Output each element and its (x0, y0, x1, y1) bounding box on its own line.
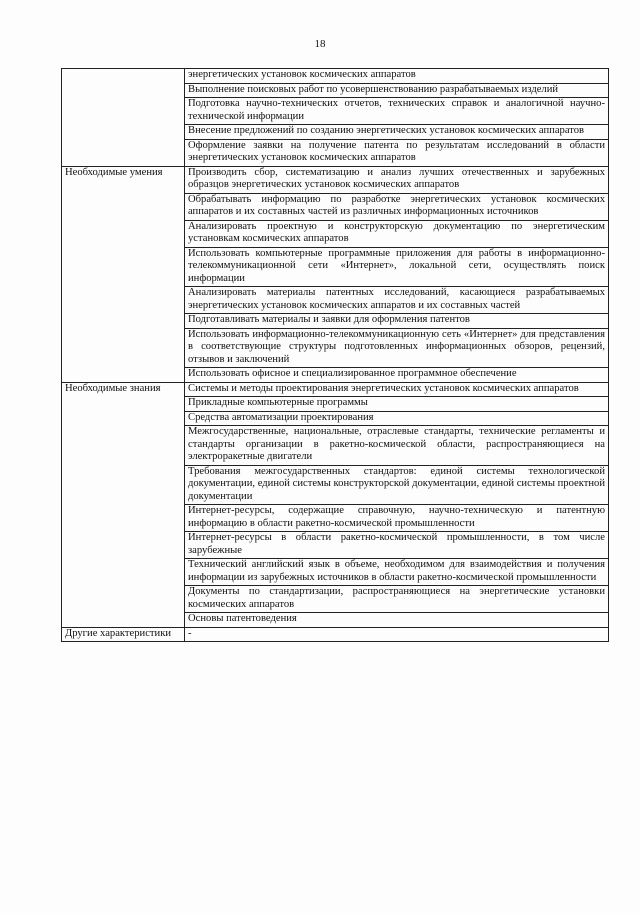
table-row (62, 69, 609, 84)
section-item: Интернет-ресурсы, содержащие справочную, научно-техническую и патентную информацию в области ракетно-космической промышленности (185, 505, 609, 532)
section-item: Использовать офисное и специализированное программное обеспечение (185, 368, 609, 383)
section-item: Использовать информационно-телекоммуникационную сеть «Интернет» для представления в соответствующие структуры подготовленных информационных обзоров, рецензий, отзывов и заключений (185, 328, 609, 368)
section-label (62, 69, 185, 167)
section-item: Производить сбор, систематизацию и анализ лучших отечественных и зарубежных образцов энергетических установок космических аппаратов (185, 166, 609, 193)
section-item: Технический английский язык в объеме, необходимом для взаимодействия и получения информации из зарубежных источников в области ракетно-космической промышленности (185, 559, 609, 586)
section-item: Обрабатывать информацию по разработке энергетических установок космических аппаратов и их составных частей из различных информационных источников (185, 193, 609, 220)
section-item: Выполнение поисковых работ по усовершенствованию разрабатываемых изделий (185, 83, 609, 98)
section-item: Внесение предложений по созданию энергетических установок космических аппаратов (185, 125, 609, 140)
section-item: - (185, 627, 609, 642)
table-row (62, 627, 609, 642)
section-item: Требования межгосударственных стандартов: единой системы технологической документации, единой системы конструкторской документации, единой системы проектной документации (185, 465, 609, 505)
section-item: Оформление заявки на получение патента по результатам исследований в области энергетических установок космических аппаратов (185, 139, 609, 166)
page-number: 18 (314, 38, 326, 50)
section-item: Интернет-ресурсы в области ракетно-космической промышленности, в том числе зарубежные (185, 532, 609, 559)
section-item: Использовать компьютерные программные приложения для работы в информационно-телекоммуникационной сети «Интернет», локальной сети, осуществлять поиск информации (185, 247, 609, 287)
section-item: Документы по стандартизации, распространяющиеся на энергетические установки космических аппаратов (185, 586, 609, 613)
section-item: Прикладные компьютерные программы (185, 397, 609, 412)
section-label: Необходимые умения (62, 166, 185, 382)
section-item: Анализировать проектную и конструкторскую документацию по энергетическим установкам космических аппаратов (185, 220, 609, 247)
section-item: Системы и методы проектирования энергетических установок космических аппаратов (185, 382, 609, 397)
section-item: Основы патентоведения (185, 613, 609, 628)
section-item: энергетических установок космических аппаратов (185, 69, 609, 84)
table-body (62, 69, 609, 642)
characteristics-table (61, 68, 609, 642)
section-item: Подготовка научно-технических отчетов, технических справок и аналогичной научно-технической информации (185, 98, 609, 125)
table-row (62, 166, 609, 193)
section-label: Необходимые знания (62, 382, 185, 627)
section-item: Межгосударственные, национальные, отраслевые стандарты, технические регламенты и стандарты организации в ракетно-космической области, распространяющиеся на электроракетные двигатели (185, 426, 609, 466)
table-row (62, 382, 609, 397)
section-label: Другие характеристики (62, 627, 185, 642)
section-item: Подготавливать материалы и заявки для оформления патентов (185, 314, 609, 329)
section-item: Анализировать материалы патентных исследований, касающиеся разрабатываемых энергетических установок космических аппаратов и их составных частей (185, 287, 609, 314)
section-item: Средства автоматизации проектирования (185, 411, 609, 426)
